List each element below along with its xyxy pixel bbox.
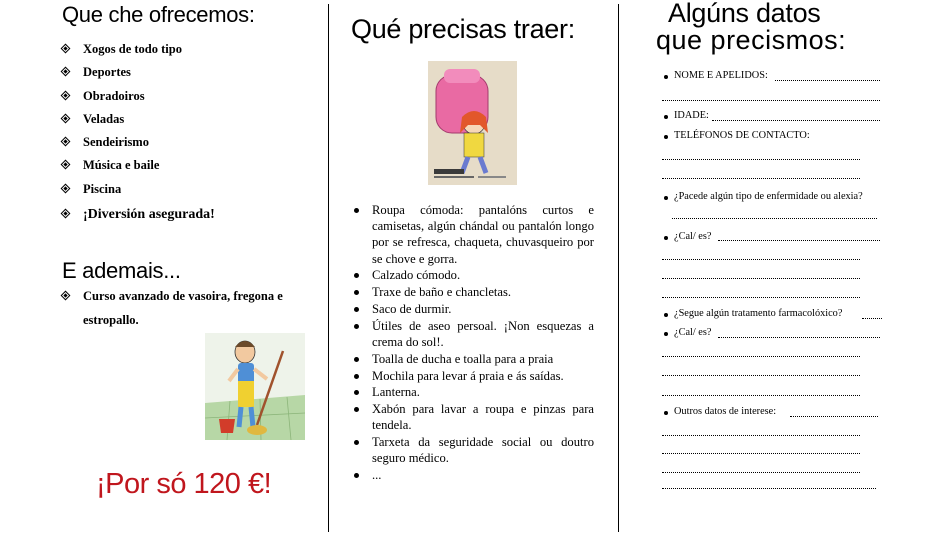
list-item: Lanterna. [352, 384, 594, 400]
which1-field-line4[interactable] [662, 297, 860, 298]
phones-field-line2[interactable] [662, 178, 860, 179]
extra-title: E ademais... [62, 258, 181, 283]
which1-field-line3[interactable] [662, 278, 860, 279]
list-item: Tarxeta da seguridade social ou doutro seguro médico. [352, 434, 594, 466]
name-field-line2[interactable] [662, 100, 880, 101]
offer-title: Que che ofrecemos: [62, 2, 255, 27]
list-item: Veladas [62, 108, 215, 131]
offer-list [62, 38, 215, 226]
other-field-line1[interactable] [790, 416, 878, 417]
treatment-field[interactable] [862, 318, 882, 319]
which2-field-line2[interactable] [662, 356, 860, 357]
list-item: Roupa cómoda: pantalóns curtos e camisetas, algún chándal ou pantalón longo por se refresca, chaqueta, chuvasqueiro por se chove e gorra. [352, 202, 594, 267]
price-text: ¡Por só 120 €! [96, 468, 272, 500]
list-item: Traxe de baño e chancletas. [352, 284, 594, 300]
name-field[interactable] [775, 80, 880, 81]
boy-mopping-illustration-icon [205, 333, 305, 440]
list-item: Obradoiros [62, 85, 215, 108]
list-item: Útiles de aseo persoal. ¡Non esquezas a crema do sol!. [352, 318, 594, 350]
list-item: Sendeirismo [62, 131, 215, 154]
diamond-bullet-icon [61, 90, 71, 100]
age-label: IDADE: [662, 110, 709, 121]
list-item: Toalla de ducha e toalla para a praia [352, 351, 594, 367]
list-item: Deportes [62, 61, 215, 84]
which1-label: ¿Cal/ es? [662, 231, 711, 242]
treatment-label: ¿Segue algún tratamento farmacolóxico? [662, 308, 842, 319]
which1-field-line1[interactable] [718, 240, 880, 241]
bring-title: Qué precisas traer: [351, 14, 575, 44]
diamond-bullet-icon [61, 113, 71, 123]
data-title-line1: Algúns datos [668, 0, 821, 28]
diamond-bullet-icon [61, 209, 71, 219]
column-divider-right [618, 4, 619, 532]
list-item: Música e baile [62, 154, 215, 177]
diamond-bullet-icon [61, 291, 71, 301]
list-item: Mochila para levar á praia e ás saídas. [352, 368, 594, 384]
other-field-line2[interactable] [662, 435, 860, 436]
diamond-bullet-icon [61, 137, 71, 147]
which2-label: ¿Cal/ es? [662, 327, 711, 338]
name-label: NOME E APELIDOS: [662, 70, 768, 81]
diamond-bullet-icon [61, 160, 71, 170]
girl-with-backpack-illustration-icon [428, 61, 517, 185]
other-field-line4[interactable] [662, 472, 860, 473]
bring-list [352, 202, 594, 484]
phones-field-line1[interactable] [662, 159, 860, 160]
other-field-line3[interactable] [662, 453, 860, 454]
diamond-bullet-icon [61, 183, 71, 193]
phones-label: TELÉFONOS DE CONTACTO: [662, 130, 810, 141]
illness-label: ¿Pacede algún tipo de enfermidade ou alexia? [662, 191, 863, 202]
list-item: Xabón para lavar a roupa e pinzas para tendela. [352, 401, 594, 433]
which2-field-line4[interactable] [662, 395, 860, 396]
extra-item: Curso avanzado de vasoira, fregona e estropallo. [62, 284, 312, 332]
diamond-bullet-icon [61, 44, 71, 54]
list-item: Saco de durmir. [352, 301, 594, 317]
data-title-line2: que precismos: [656, 25, 847, 55]
which2-field-line1[interactable] [718, 337, 880, 338]
diamond-bullet-icon [61, 67, 71, 77]
list-item: Calzado cómodo. [352, 267, 594, 283]
list-item: ¡Diversión asegurada! [62, 203, 215, 226]
which2-field-line3[interactable] [662, 375, 860, 376]
which1-field-line2[interactable] [662, 259, 860, 260]
other-field-line5[interactable] [662, 488, 876, 489]
illness-field[interactable] [672, 218, 877, 219]
list-item: ... [352, 467, 594, 483]
age-field[interactable] [712, 120, 880, 121]
column-divider-left [328, 4, 329, 532]
other-label: Outros datos de interese: [662, 406, 776, 417]
list-item: Piscina [62, 178, 215, 201]
list-item: Xogos de todo tipo [62, 38, 215, 61]
